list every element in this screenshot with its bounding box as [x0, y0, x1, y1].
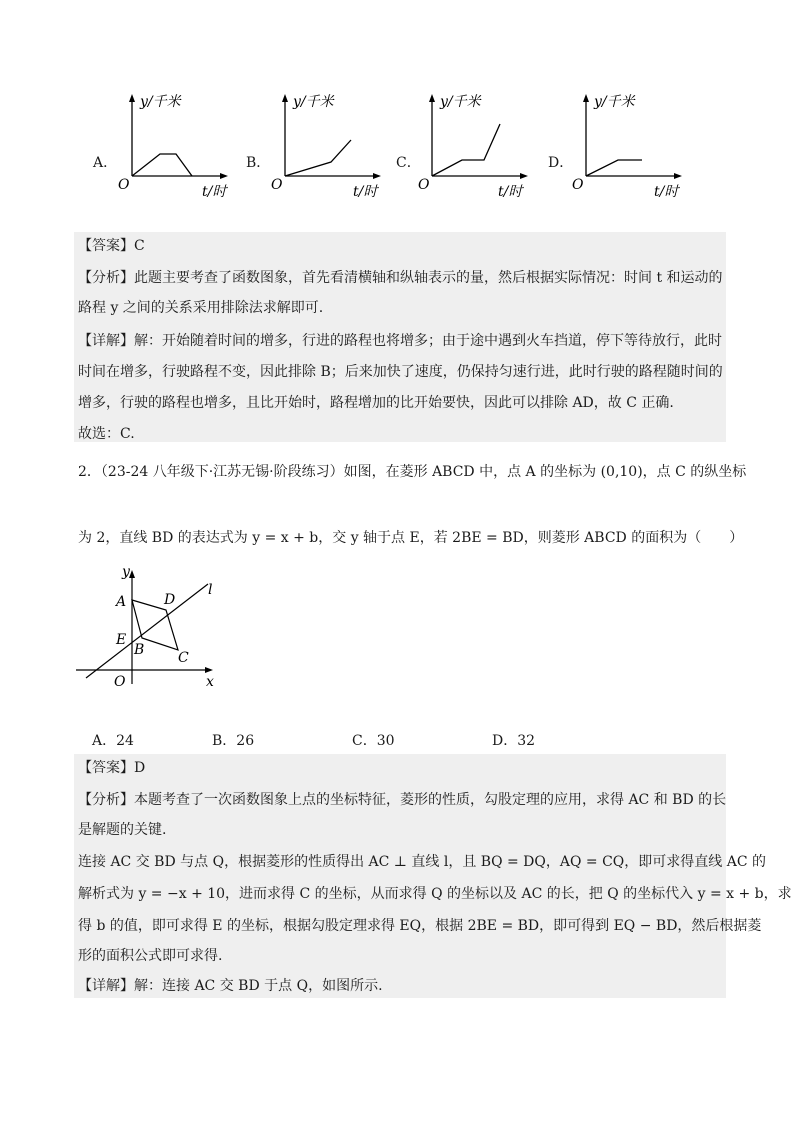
q1-graph-a-x-label: t/时 — [202, 184, 227, 200]
q2-figure-d-label: D — [164, 592, 176, 608]
q1-graph-c-origin: O — [418, 177, 430, 193]
q1-detail-line-2: 时间在增多，行驶路程不变，因此排除 B；后来加快了速度，仍保持匀速行进，此时行驶的路程随时间的 — [78, 364, 723, 380]
q1-graph-a-y-label: y/千米 — [140, 94, 181, 110]
q1-graph-d-origin: O — [572, 177, 584, 193]
q1-graph-b — [263, 92, 403, 202]
q2-answer: 【答案】D — [78, 760, 146, 776]
q1-option-a-letter: A． — [93, 155, 118, 171]
q1-detail-line-3: 增多，行驶的路程也增多，且比开始时，路程增加的比开始要快，因此可以排除 AD，故 C 正确. — [78, 395, 674, 411]
q2-analysis-line-3: 连接 AC 交 BD 与点 Q，根据菱形的性质得出 AC ⊥ 直线 l，且 BQ = DQ，AQ = CQ，即可求得直线 AC 的 — [78, 854, 767, 870]
q1-graph-b-x-label: t/时 — [353, 184, 378, 200]
q2-figure-l-label: l — [208, 582, 213, 598]
q1-graph-c-x-label: t/时 — [498, 184, 523, 200]
q1-graph-d-x-label: t/时 — [654, 184, 679, 200]
q1-graph-c — [410, 92, 550, 202]
q1-graph-d-y-label: y/千米 — [594, 94, 635, 110]
q1-detail-line-4: 故选：C. — [78, 426, 135, 442]
q1-answer: 【答案】C — [78, 238, 145, 254]
q2-option-b-value: 26 — [236, 733, 255, 749]
q2-figure-y-label: y — [122, 564, 130, 580]
q1-graph-d — [564, 92, 704, 202]
q1-graph-c-y-label: y/千米 — [440, 94, 481, 110]
q1-graph-b-origin: O — [271, 177, 283, 193]
q2-analysis-line-4: 解析式为 y = −x + 10，进而求得 C 的坐标，从而求得 Q 的坐标以及 AC 的长，把 Q 的坐标代入 y = x + b，求 — [78, 886, 792, 902]
q1-option-b-letter: B． — [246, 155, 271, 171]
q2-figure-a-label: A — [116, 594, 127, 610]
q1-option-c-letter: C． — [396, 155, 421, 171]
q2-option-c-value: 30 — [376, 733, 395, 749]
q2-figure-x-label: x — [206, 674, 214, 690]
q2-option-d-value: 32 — [517, 733, 536, 749]
q2-figure-rhombus — [70, 562, 240, 702]
q2-analysis-line-6: 形的面积公式即可求得. — [78, 948, 223, 964]
q2-figure-b-label: B — [134, 642, 145, 658]
q1-analysis-line-2: 路程 y 之间的关系采用排除法求解即可. — [78, 300, 324, 316]
q2-option-d-letter: D． — [492, 733, 518, 749]
q2-option-d — [492, 730, 535, 750]
q2-analysis-line-2: 是解题的关键. — [78, 822, 167, 838]
q1-graph-a — [110, 92, 250, 202]
q2-option-c — [352, 730, 395, 750]
q2-figure-e-label: E — [116, 632, 127, 648]
q2-analysis-line-5: 得 b 的值，即可求得 E 的坐标，根据勾股定理求得 EQ，根据 2BE = BD，即可得到 EQ − BD，然后根据菱 — [78, 918, 762, 934]
q2-stem-line-1: 2．（23-24 八年级下·江苏无锡·阶段练习）如图，在菱形 ABCD 中，点 A 的坐标为 (0,10)，点 C 的纵坐标 — [78, 464, 747, 480]
q2-option-a — [92, 730, 134, 750]
q2-option-a-value: 24 — [116, 733, 134, 749]
q1-analysis-line-1: 【分析】此题主要考查了函数图象，首先看清横轴和纵轴表示的量，然后根据实际情况：时间 t 和运动的 — [78, 270, 723, 286]
q2-analysis-line-1: 【分析】本题考查了一次函数图象上点的坐标特征，菱形的性质，勾股定理的应用，求得 AC 和 BD 的长 — [78, 792, 727, 808]
q2-option-b — [212, 730, 254, 750]
q2-detail-line-1: 【详解】解：连接 AC 交 BD 于点 Q，如图所示. — [78, 978, 383, 994]
q1-graph-b-y-label: y/千米 — [293, 94, 334, 110]
q2-option-c-letter: C． — [352, 733, 377, 749]
q1-option-d-letter: D． — [548, 155, 574, 171]
q1-detail-line-1: 【详解】解：开始随着时间的增多，行进的路程也将增多；由于途中遇到火车挡道，停下等待放行，此时 — [78, 333, 722, 349]
q2-figure-c-label: C — [178, 650, 189, 666]
q2-stem-line-2: 为 2，直线 BD 的表达式为 y = x + b，交 y 轴于点 E，若 2BE = BD，则菱形 ABCD 的面积为（ ） — [78, 530, 744, 546]
q2-option-b-letter: B． — [212, 733, 237, 749]
q2-option-a-letter: A． — [92, 733, 117, 749]
q1-graph-a-origin: O — [118, 177, 130, 193]
q2-figure-origin: O — [114, 674, 126, 690]
